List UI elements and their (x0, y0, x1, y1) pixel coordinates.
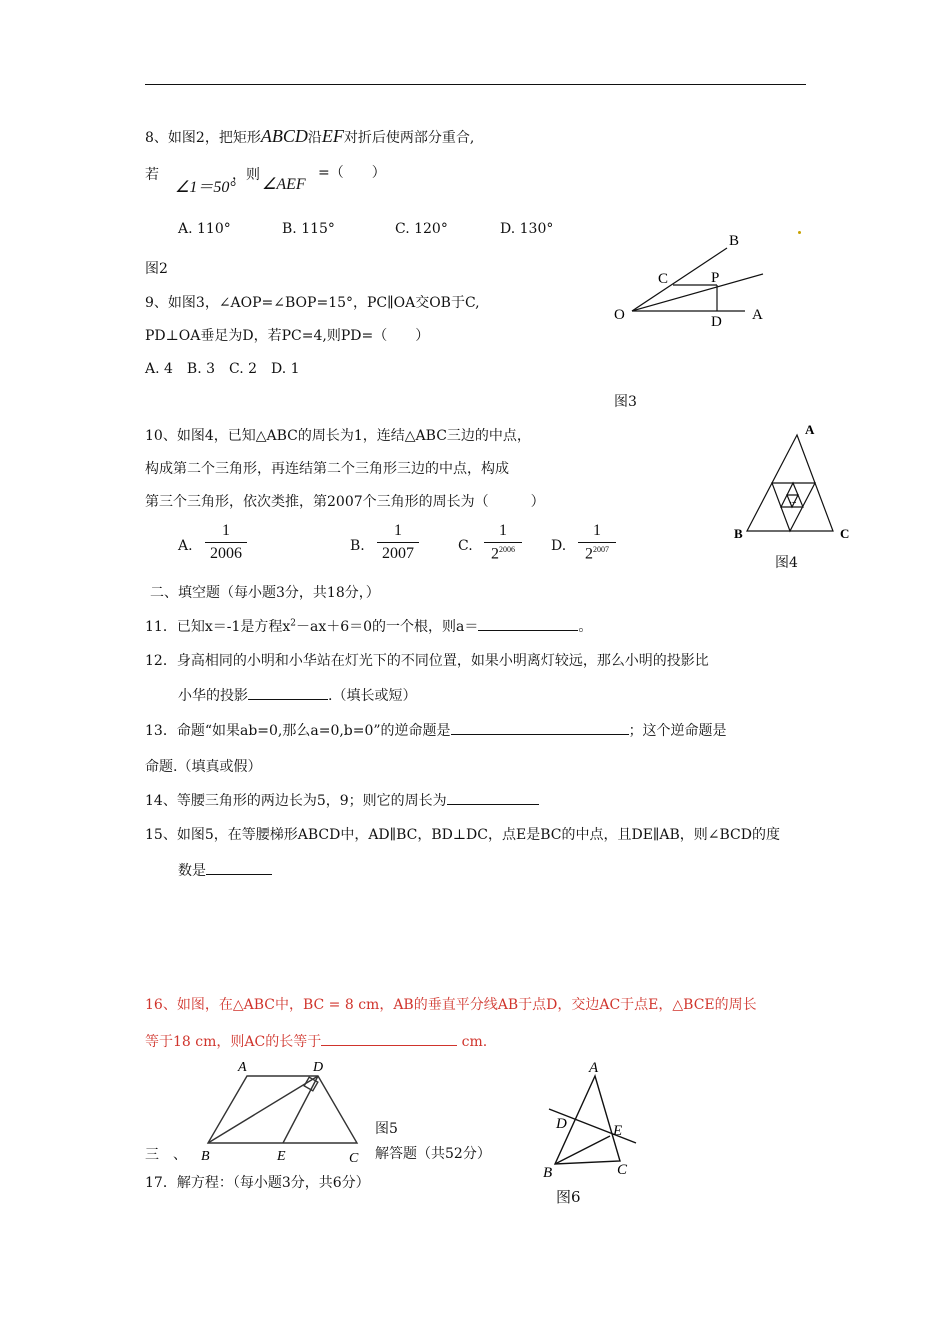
q12-line2 (178, 685, 416, 705)
q10-option-b-fraction (377, 522, 419, 563)
q10-option-c-letter: C. (458, 538, 473, 554)
figure-6 (535, 1056, 650, 1186)
q8-line1-post: 对折后使两部分重合, (343, 130, 475, 146)
q10-option-b-num: 1 (394, 522, 402, 539)
q10-figure-label: 图4 (775, 555, 798, 571)
q16-line2 (145, 1031, 487, 1051)
fig6-point-a: A (589, 1060, 599, 1076)
segment-be (555, 1136, 610, 1164)
q8-line1-mid: 沿 (307, 130, 322, 146)
q10-option-a-letter: A. (178, 538, 193, 554)
q11-sup: 2 (290, 618, 296, 629)
q8-given: ∠1＝50° (175, 179, 236, 196)
segment-bd (208, 1076, 318, 1143)
q16-line2-post: cm. (457, 1034, 488, 1050)
fraction-bar (377, 542, 419, 543)
q10-line2: 构成第二个三角形，再连结第二个三角形三边的中点，构成 (145, 461, 509, 477)
q11-end: 。 (578, 619, 593, 635)
fig6-point-d: D (556, 1116, 567, 1132)
fig5-point-d: D (313, 1060, 324, 1075)
q10-option-d-fraction (578, 522, 616, 563)
q12-answer-blank[interactable] (248, 699, 328, 700)
section2-heading: 二、填空题（每小题3分，共18分，） (150, 585, 380, 601)
figure-4 (730, 420, 855, 545)
fig6-point-c: C (617, 1162, 628, 1178)
fig3-point-c: C (658, 271, 669, 287)
ray-op (632, 274, 763, 311)
q16-answer-blank[interactable] (321, 1045, 457, 1046)
q10-option-d-num: 1 (593, 522, 601, 539)
q10-option-d-letter: D. (551, 538, 567, 554)
q10-option-b-den: 2007 (382, 545, 414, 562)
fig4-center-mark: ... (789, 495, 797, 505)
fig3-point-o: O (614, 307, 625, 323)
stray-dot (798, 231, 801, 234)
q10-option-c-fraction (484, 522, 522, 563)
q10-option-c-exp: 2006 (499, 545, 515, 554)
q15-answer-blank[interactable] (206, 874, 272, 875)
q17: 17．解方程：（每小题3分，共6分） (145, 1175, 370, 1191)
q8-figure-label: 图2 (145, 261, 168, 277)
q13-line1-post: ；这个逆命题是 (628, 723, 727, 739)
fig5-point-e: E (277, 1149, 286, 1164)
q11-answer-blank[interactable] (478, 630, 578, 631)
q8-option-b: B. 115° (282, 221, 335, 237)
q11-post: －ax＋6＝0的一个根，则a＝ (295, 619, 479, 635)
q12-line2-post: .（填长或短） (328, 688, 417, 704)
fig5-point-c: C (349, 1151, 359, 1166)
q8-line2-mid: ，则 (232, 167, 260, 183)
fig3-point-a: A (752, 307, 763, 323)
q16-line2-pre: 等于18 cm，则AC的长等于 (145, 1034, 322, 1050)
q11 (145, 616, 592, 636)
q8-line1-pre: 8、如图2，把矩形 (145, 130, 261, 146)
q10-option-a-den: 2006 (210, 545, 242, 562)
q10-option-d-base: 2 (585, 545, 593, 563)
section3-part2: 解答题（共52分） (375, 1146, 491, 1162)
q9-options: A. 4 B. 3 C. 2 D. 1 (145, 361, 300, 377)
fig4-point-a: A (805, 422, 815, 437)
figure-3 (605, 228, 775, 338)
trapezoid-abcd (208, 1076, 357, 1143)
fig6-point-e: E (613, 1123, 623, 1139)
fig6-point-b: B (543, 1165, 553, 1181)
fig5-point-a: A (238, 1060, 247, 1075)
q13-line1 (145, 720, 727, 740)
q9-figure-label: 图3 (614, 394, 637, 410)
q11-pre: 11．已知x＝-1是方程x (145, 619, 291, 635)
fig6-label: 图6 (556, 1188, 581, 1206)
fig3-point-p: P (711, 270, 720, 286)
q8-target: ∠AEF (262, 176, 306, 193)
q15-line2 (178, 860, 272, 880)
q10-option-a-fraction (205, 522, 247, 563)
q16-line1: 16、如图，在△ABC中，BC = 8 cm，AB的垂直平分线AB于点D，交边AC于点E，△BCE的周长 (145, 997, 757, 1013)
q8-option-a: A. 110° (178, 221, 231, 237)
q10-option-c-base: 2 (491, 545, 499, 563)
fig4-point-b: B (734, 526, 743, 541)
q14-text: 14、等腰三角形的两边长为5，9；则它的周长为 (145, 793, 447, 809)
q13-line2: 命题.（填真或假） (145, 759, 262, 775)
q12-line1: 12．身高相同的小明和小华站在灯光下的不同位置，如果小明离灯较远，那么小明的投影比 (145, 653, 709, 669)
fig3-point-d: D (711, 314, 722, 330)
q10-option-a-num: 1 (222, 522, 230, 539)
fig5-point-b: B (201, 1149, 210, 1164)
q8-fold-line: EF (321, 126, 344, 146)
header-rule (145, 84, 806, 85)
q9-line1: 9、如图3，∠AOP=∠BOP=15°，PC∥OA交OB于C, (145, 295, 480, 311)
q8-rect-name: ABCD (260, 126, 308, 146)
q15-line1: 15、如图5，在等腰梯形ABCD中，AD∥BC，BD⊥DC，点E是BC的中点，且DE∥AB，则∠BCD的度 (145, 827, 780, 843)
section3-part1: 三 、 (145, 1147, 187, 1163)
q10-option-d-exp: 2007 (593, 545, 609, 554)
fig5-label: 图5 (375, 1121, 398, 1137)
q10-line3: 第三个三角形，依次类推，第2007个三角形的周长为（ ） (145, 494, 545, 510)
q13-answer-blank[interactable] (451, 734, 629, 735)
fraction-bar (578, 542, 616, 543)
q15-line2-text: 数是 (178, 863, 206, 879)
fig4-point-c: C (840, 526, 850, 541)
q8-option-c: C. 120° (395, 221, 448, 237)
fraction-bar (205, 542, 247, 543)
q14-answer-blank[interactable] (447, 804, 539, 805)
q10-line1: 10、如图4，已知△ABC的周长为1，连结△ABC三边的中点， (145, 428, 531, 444)
q14 (145, 790, 539, 810)
q8-line2-post: =（ ） (318, 165, 386, 181)
q9-line2: PD⊥OA垂足为D，若PC=4,则PD=（ ） (145, 328, 430, 344)
fraction-bar (484, 542, 522, 543)
figure-5 (195, 1056, 375, 1168)
fig3-point-b: B (729, 233, 740, 249)
q8-line2 (145, 164, 159, 184)
q13-line1-pre: 13．命题“如果ab=0,那么a=0,b=0”的逆命题是 (145, 723, 451, 739)
q12-line2-pre: 小华的投影 (178, 688, 248, 704)
q8-option-d: D. 130° (500, 221, 554, 237)
q10-option-c-num: 1 (499, 522, 507, 539)
q8-line1 (145, 126, 474, 147)
q10-option-b-letter: B. (350, 538, 365, 554)
q8-line2-pre: 若 (145, 167, 159, 183)
